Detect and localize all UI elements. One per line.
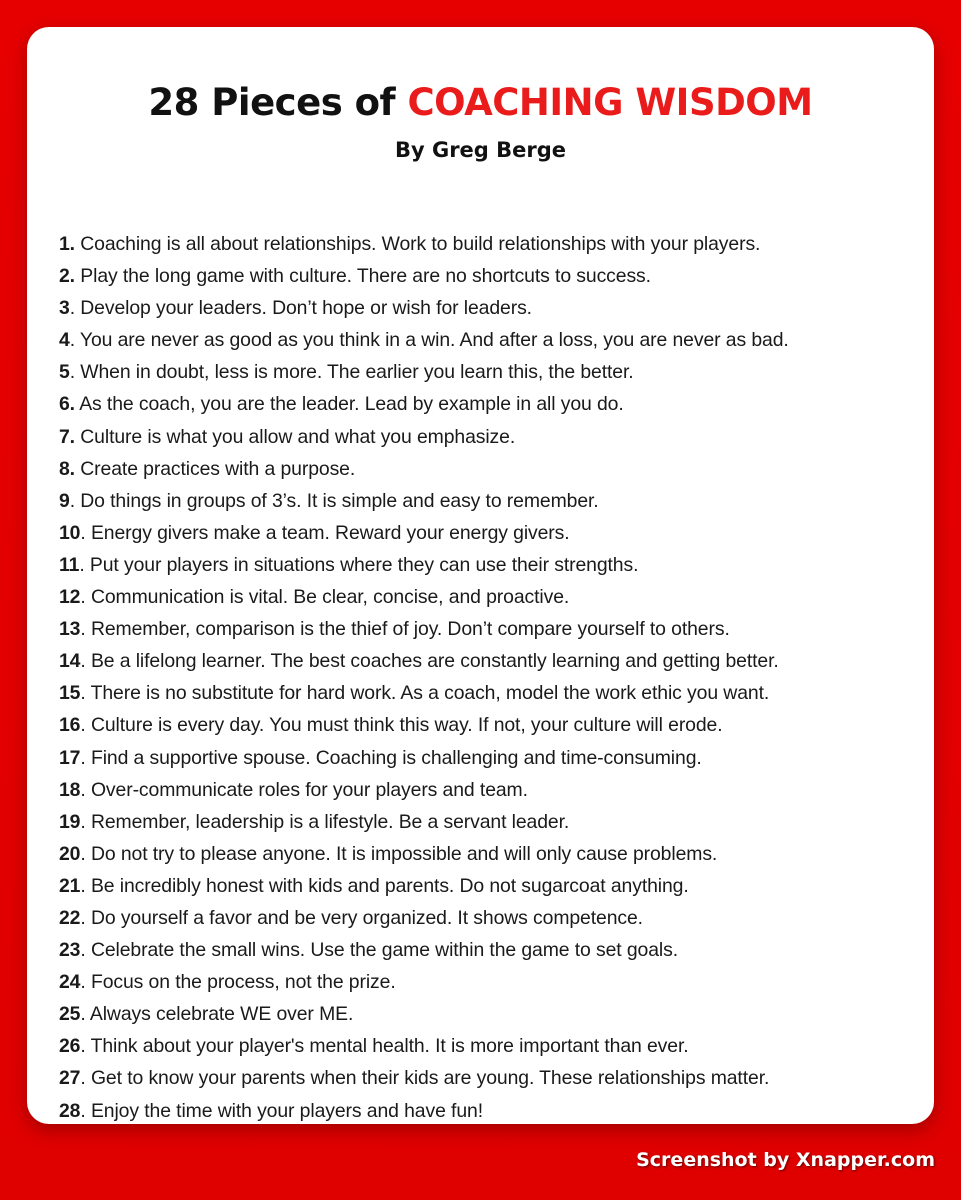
list-item (59, 934, 924, 966)
tip-text: . Do things in groups of 3’s. It is simple and easy to remember. (69, 489, 599, 512)
tip-text: Culture is what you allow and what you emphasize. (74, 425, 516, 448)
list-item (59, 838, 924, 870)
list-item (59, 453, 924, 485)
tip-text: . There is no substitute for hard work. As a coach, model the work ethic you want. (80, 682, 770, 705)
tip-number: 19 (59, 810, 81, 833)
tips-list (59, 228, 924, 1127)
tip-number: 8. (59, 457, 75, 480)
tip-number: 23 (59, 939, 81, 962)
tip-number: 16 (59, 714, 81, 737)
list-item (59, 677, 924, 709)
tip-number: 1. (59, 233, 75, 255)
tip-number: 21 (59, 874, 81, 897)
tip-text: . Celebrate the small wins. Use the game within the game to set goals. (80, 939, 679, 962)
tip-number: 24 (59, 971, 81, 994)
tip-text: Play the long game with culture. There are no shortcuts to success. (74, 265, 651, 288)
tip-text: . Remember, leadership is a lifestyle. Be a servant leader. (80, 810, 570, 833)
list-item (59, 356, 924, 388)
tip-number: 17 (59, 746, 81, 769)
list-item (59, 870, 924, 902)
title-accent: COACHING WISDOM (407, 81, 813, 124)
tip-text: Create practices with a purpose. (74, 457, 356, 480)
tip-text: . You are never as good as you think in a win. And after a loss, you are never as bad. (69, 329, 789, 352)
tip-number: 26 (59, 1035, 81, 1058)
tip-text: . Find a supportive spouse. Coaching is challenging and time-consuming. (80, 746, 702, 769)
tip-number: 5 (59, 361, 70, 384)
tip-text: . Think about your player's mental health. It is more important than ever. (80, 1035, 689, 1058)
list-item (59, 388, 924, 420)
author-byline: By Greg Berge (394, 138, 567, 162)
tip-text: . Put your players in situations where they can use their strengths. (79, 553, 639, 576)
tip-text: . Be a lifelong learner. The best coaches are constantly learning and getting better. (80, 650, 779, 673)
tip-text: . Remember, comparison is the thief of joy. Don’t compare yourself to others. (80, 618, 730, 641)
tip-number: 15 (59, 682, 81, 705)
tip-text: . Get to know your parents when their kids are young. These relationships matter. (80, 1067, 770, 1090)
list-item (59, 742, 924, 774)
list-item (59, 613, 924, 645)
tip-number: 2. (59, 265, 75, 288)
list-item (59, 966, 924, 998)
tip-number: 4 (59, 329, 70, 352)
tip-text: . Develop your leaders. Don’t hope or wish for leaders. (69, 297, 532, 320)
tip-number: 7. (59, 425, 75, 448)
tip-text: Coaching is all about relationships. Work to build relationships with your players. (74, 233, 761, 255)
list-item (59, 1062, 924, 1094)
tip-text: . Communication is vital. Be clear, concise, and proactive. (80, 586, 570, 609)
list-item (59, 549, 924, 581)
tip-text: . Enjoy the time with your players and have fun! (80, 1099, 483, 1122)
list-item (59, 421, 924, 453)
list-item (59, 902, 924, 934)
tip-text: . When in doubt, less is more. The earlier you learn this, the better. (69, 361, 634, 384)
tip-text: . Over-communicate roles for your players and team. (80, 778, 528, 801)
list-item (59, 485, 924, 517)
tip-number: 27 (59, 1067, 81, 1090)
list-item (59, 517, 924, 549)
tip-text: As the coach, you are the leader. Lead by example in all you do. (74, 393, 624, 416)
tip-text: . Energy givers make a team. Reward your energy givers. (80, 521, 570, 544)
tip-text: . Do yourself a favor and be very organized. It shows competence. (80, 906, 643, 929)
tip-text: . Be incredibly honest with kids and parents. Do not sugarcoat anything. (80, 874, 689, 897)
list-item (59, 228, 924, 260)
content-card (27, 27, 934, 1124)
tip-number: 18 (59, 778, 81, 801)
tip-number: 12 (59, 586, 81, 609)
tip-number: 9 (59, 489, 70, 512)
watermark: Screenshot by Xnapper.com (636, 1149, 935, 1171)
tip-number: 14 (59, 650, 81, 673)
tip-number: 11 (59, 553, 80, 576)
tip-text: . Do not try to please anyone. It is impossible and will only cause problems. (80, 842, 718, 865)
list-item (59, 774, 924, 806)
tip-number: 20 (59, 842, 81, 865)
list-item (59, 1095, 924, 1127)
page-title (27, 81, 934, 125)
list-item (59, 292, 924, 324)
tip-text: . Culture is every day. You must think this way. If not, your culture will erode. (80, 714, 723, 737)
tip-text: . Focus on the process, not the prize. (80, 971, 396, 994)
title-prefix: 28 Pieces of (148, 81, 408, 124)
tip-number: 6. (59, 393, 75, 416)
list-item (59, 581, 924, 613)
list-item (59, 324, 924, 356)
list-item (59, 260, 924, 292)
list-item (59, 709, 924, 741)
tip-number: 28 (59, 1099, 81, 1122)
list-item (59, 806, 924, 838)
tip-text: . Always celebrate WE over ME. (80, 1003, 354, 1026)
tip-number: 13 (59, 618, 81, 641)
tip-number: 22 (59, 906, 81, 929)
tip-number: 10 (59, 521, 81, 544)
list-item (59, 645, 924, 677)
tip-number: 25 (59, 1003, 81, 1026)
list-item (59, 998, 924, 1030)
tip-number: 3 (59, 297, 70, 320)
list-item (59, 1030, 924, 1062)
